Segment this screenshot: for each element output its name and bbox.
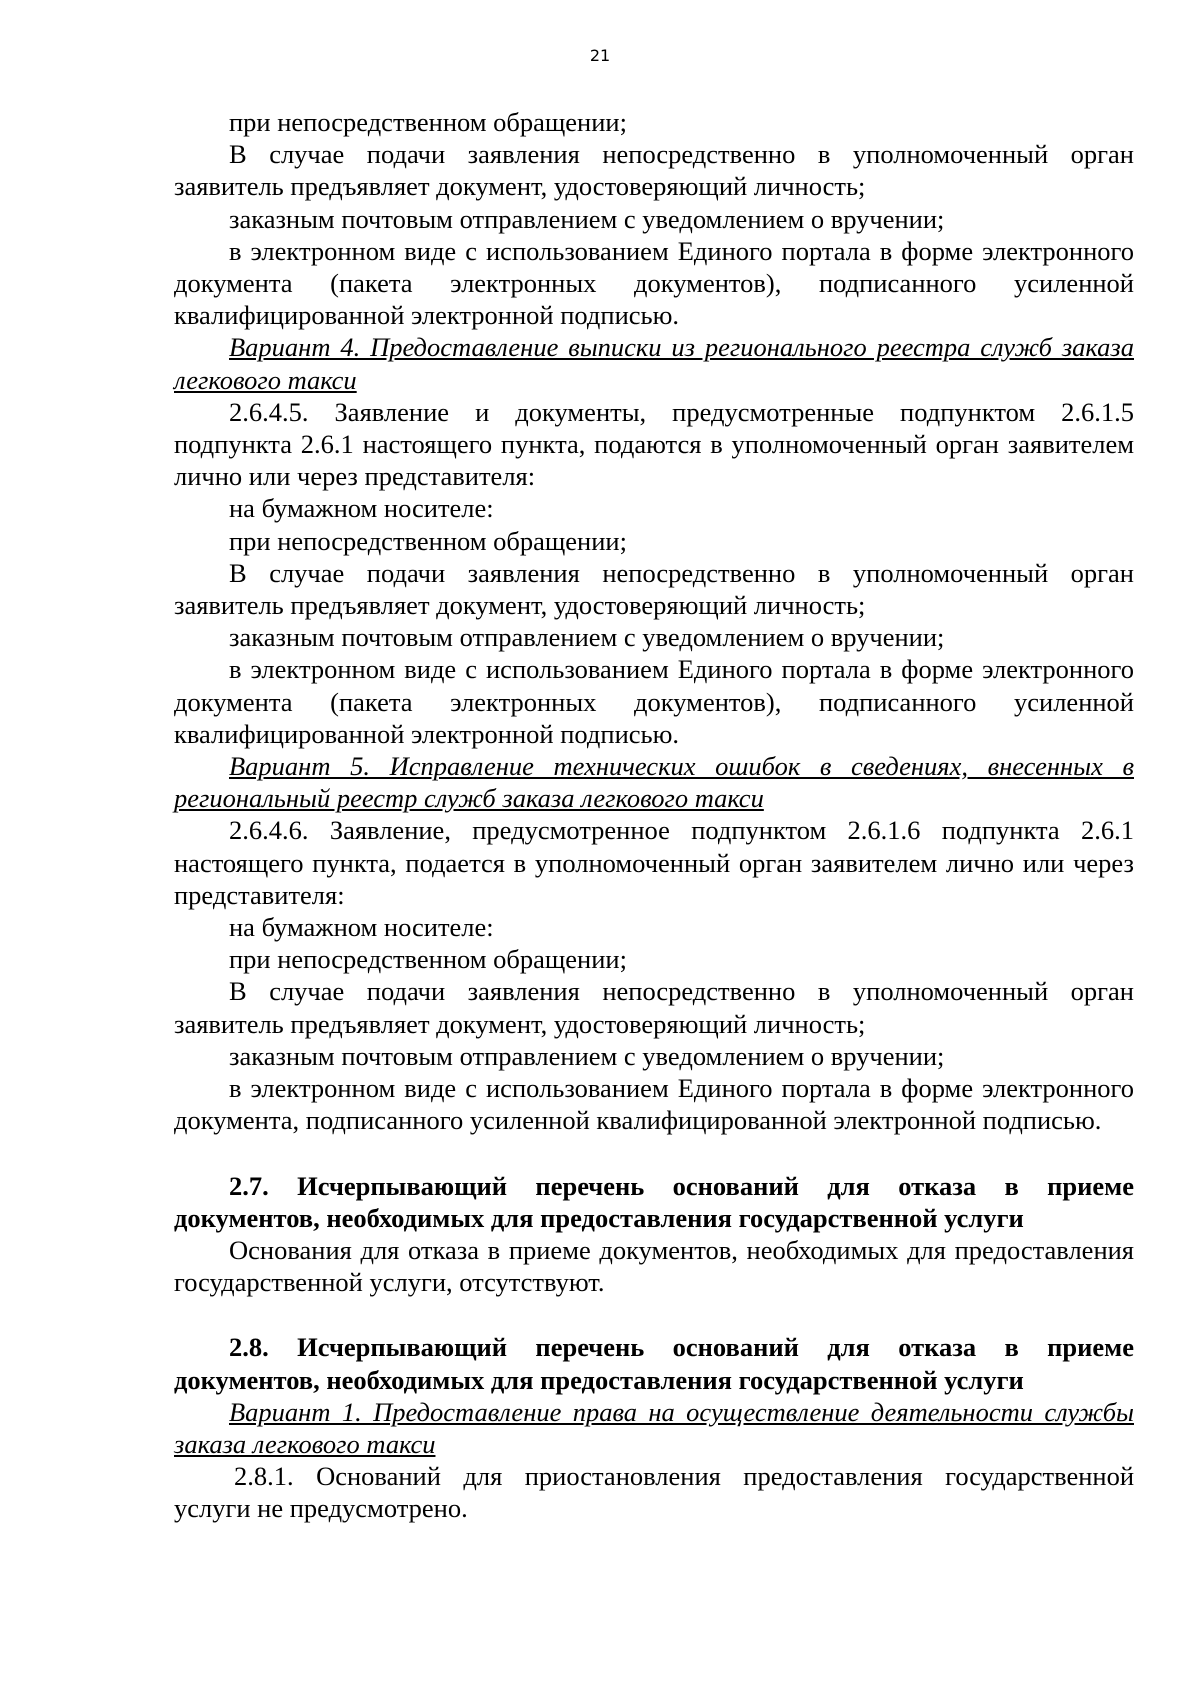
paragraph: в электронном виде с использованием Единого портала в форме электронного документа (пакета электронных документов), подписанного усиленной квалифицированной электронной подписью.	[174, 654, 1134, 749]
paragraph: В случае подачи заявления непосредственно в уполномоченный орган заявитель предъявляет документ, удостоверяющий личность;	[174, 976, 1134, 1039]
variant-5-title: Вариант 5. Исправление технических ошибок в сведениях, внесенных в региональный реестр служб заказа легкового такси	[174, 751, 1134, 814]
paragraph: заказным почтовым отправлением с уведомлением о вручении;	[229, 622, 945, 653]
paragraph: при непосредственном обращении;	[229, 944, 627, 975]
paragraph: при непосредственном обращении;	[229, 525, 627, 556]
section-heading-2-7: 2.7. Исчерпывающий перечень оснований для отказа в приеме документов, необходимых для предоставления государственной услуги	[174, 1170, 1134, 1233]
paragraph: на бумажном носителе:	[229, 912, 494, 943]
variant-1-title: Вариант 1. Предоставление права на осуществление деятельности службы заказа легкового такси	[174, 1396, 1134, 1459]
paragraph: 2.8.1. Оснований для приостановления предоставления государственной услуги не предусмотрено.	[174, 1461, 1134, 1524]
paragraph: заказным почтовым отправлением с уведомлением о вручении;	[229, 1040, 945, 1071]
document-body	[174, 106, 1134, 1525]
paragraph: в электронном виде с использованием Единого портала в форме электронного документа, подписанного усиленной квалифицированной электронной подписью.	[174, 1073, 1134, 1136]
page-number: 21	[589, 46, 611, 65]
paragraph: Основания для отказа в приеме документов, необходимых для предоставления государственной услуги, отсутствуют.	[174, 1234, 1134, 1298]
paragraph: В случае подачи заявления непосредственно в уполномоченный орган заявитель предъявляет документ, удостоверяющий личность;	[174, 139, 1134, 202]
paragraph: 2.6.4.5. Заявление и документы, предусмотренные подпунктом 2.6.1.5 подпункта 2.6.1 настоящего пункта, подаются в уполномоченный орган заявителем лично или через представителя:	[174, 396, 1134, 492]
section-heading-2-8: 2.8. Исчерпывающий перечень оснований для отказа в приеме документов, необходимых для предоставления государственной услуги	[174, 1332, 1134, 1395]
paragraph: заказным почтовым отправлением с уведомлением о вручении;	[229, 203, 945, 234]
paragraph: В случае подачи заявления непосредственно в уполномоченный орган заявитель предъявляет документ, удостоверяющий личность;	[174, 557, 1134, 621]
paragraph: на бумажном носителе:	[229, 493, 494, 524]
paragraph: 2.6.4.6. Заявление, предусмотренное подпунктом 2.6.1.6 подпункта 2.6.1 настоящего пункта, подается в уполномоченный орган заявителем лично или через представителя:	[174, 815, 1134, 910]
paragraph: при непосредственном обращении;	[229, 107, 627, 137]
paragraph: в электронном виде с использованием Единого портала в форме электронного документа (пакета электронных документов), подписанного усиленной квалифицированной электронной подписью.	[174, 235, 1134, 331]
variant-4-title: Вариант 4. Предоставление выписки из регионального реестра служб заказа легкового такси	[174, 332, 1134, 395]
